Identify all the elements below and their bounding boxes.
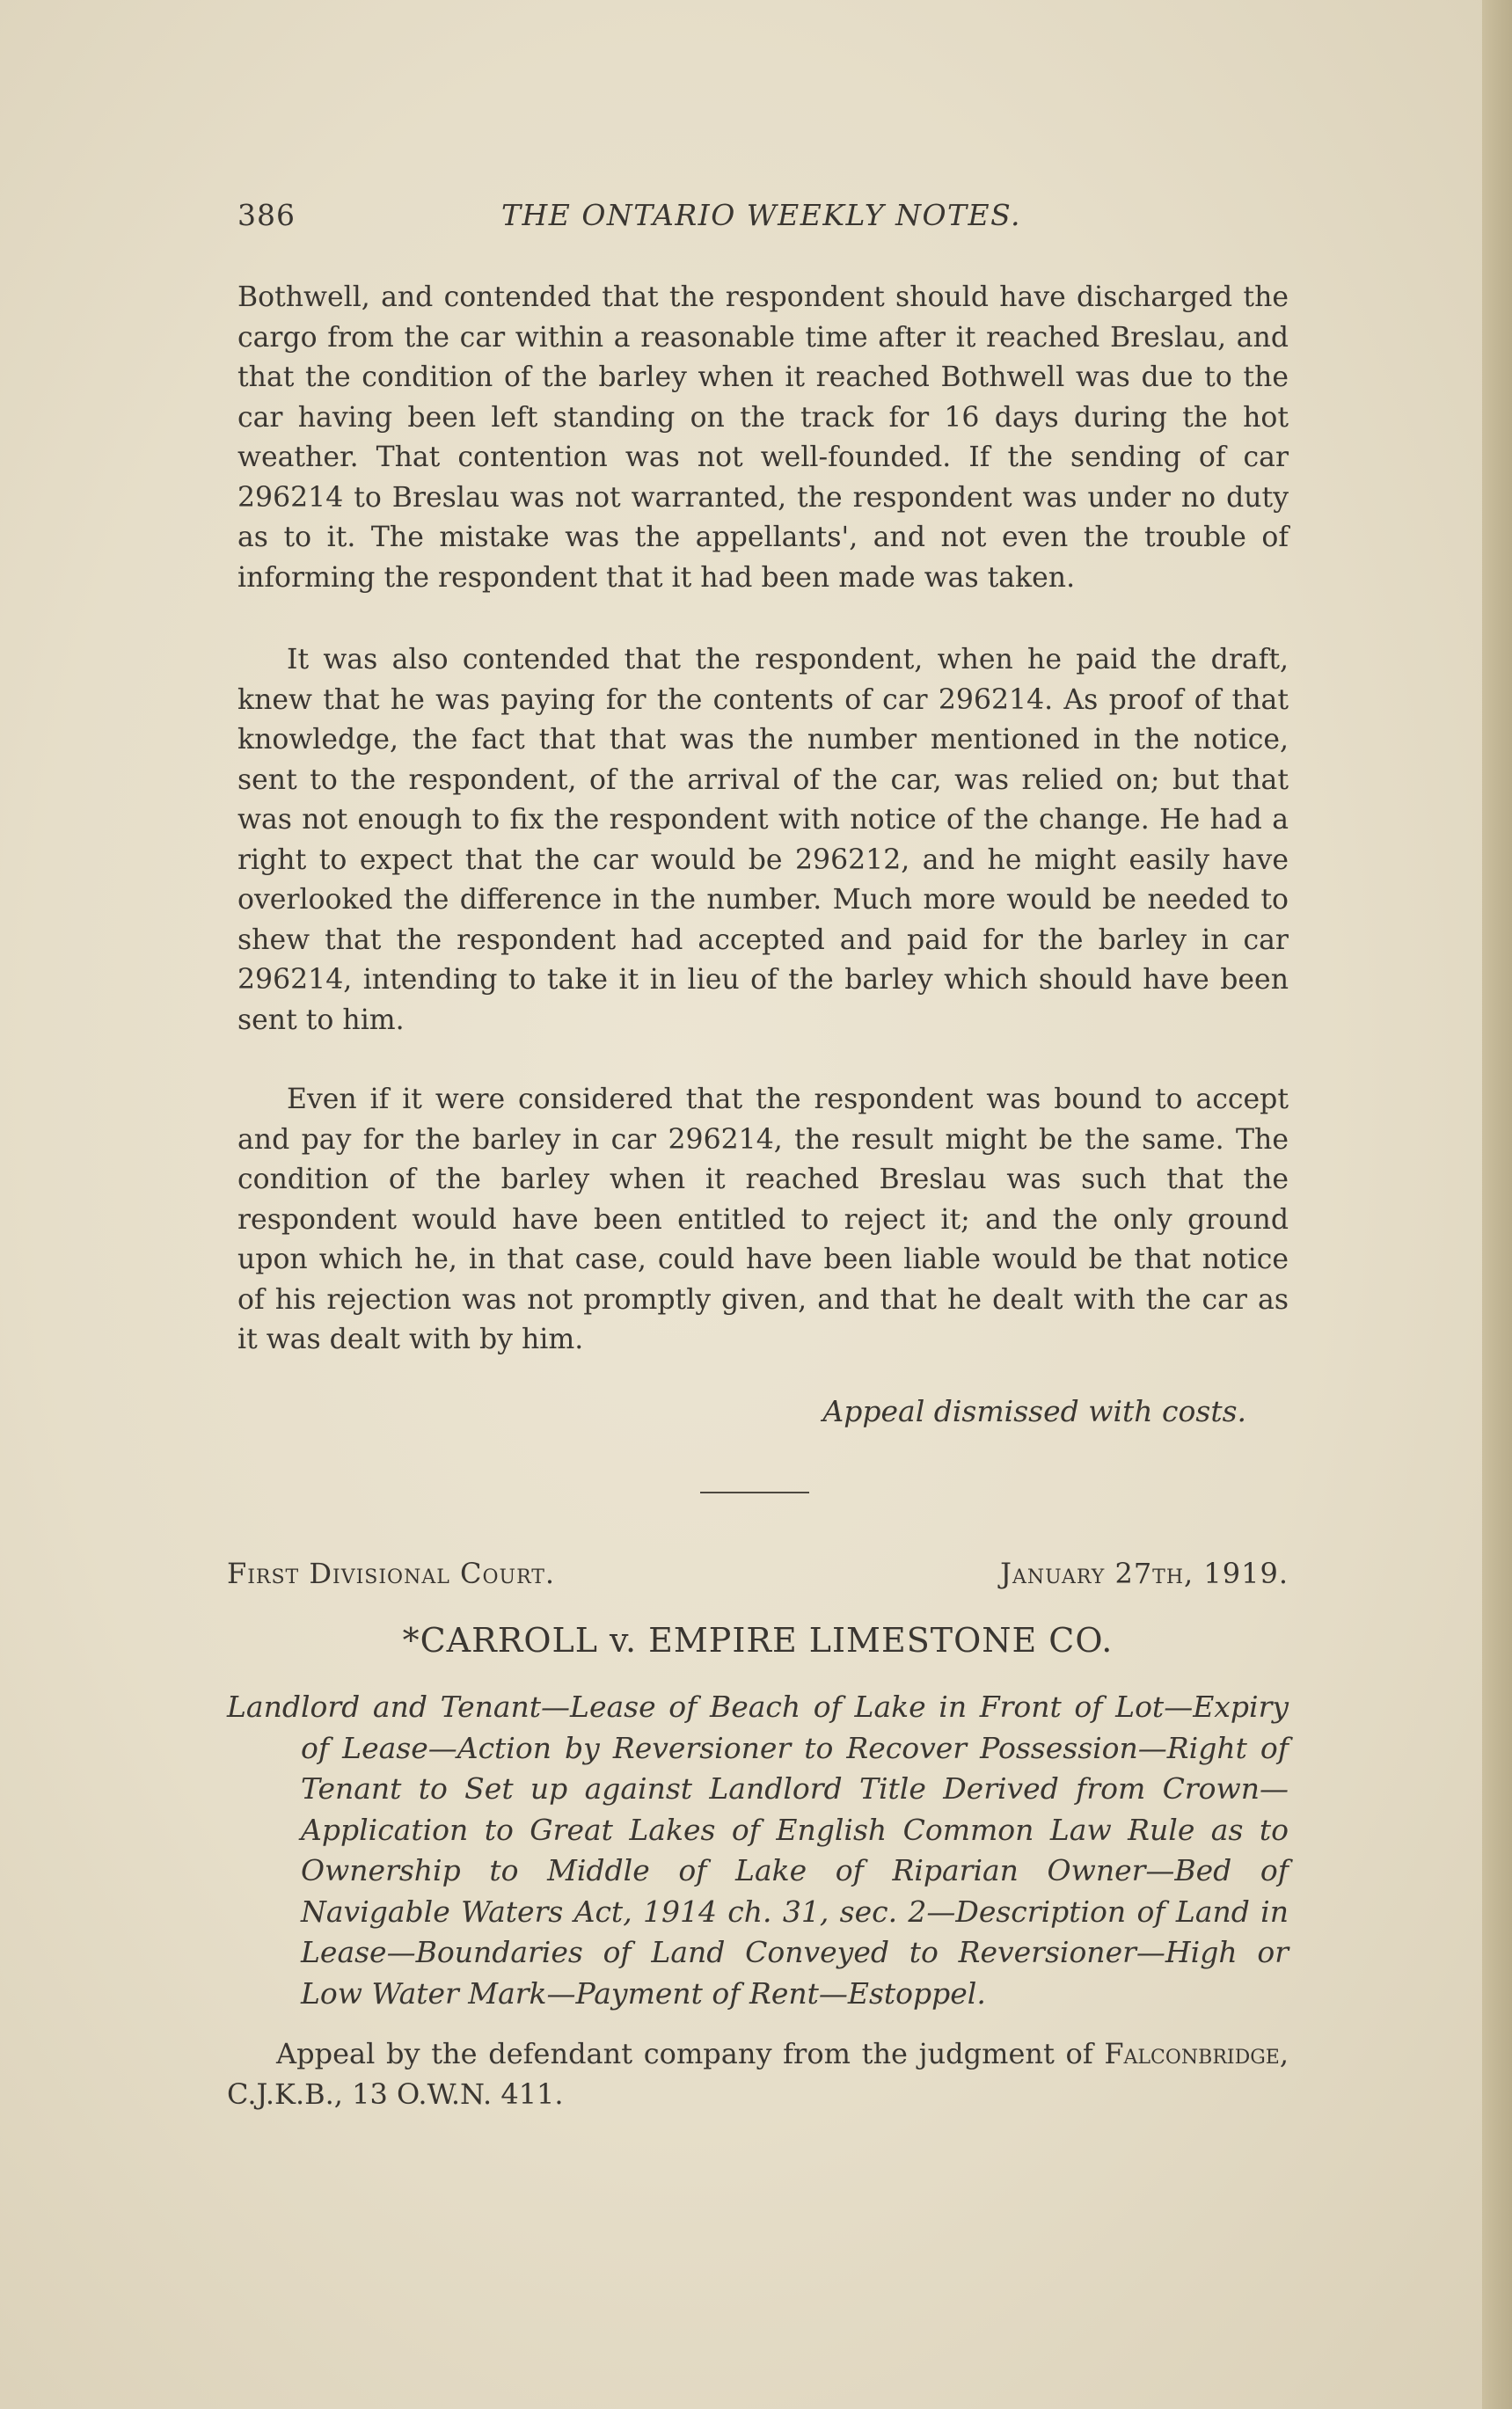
citation: , C.J.K.B., 13 O.W.N. 411. [227,2037,1289,2111]
appeal-paragraph [227,2033,1289,2114]
body-paragraph-2: It was also contended that the respondent, when he paid the draft, knew that he was paying for the contents of car 296214. As proof of that knowledge, the fact that that was the number mentioned in the notice, sent to the respondent, of the arrival of the car, was relied on; but that was not enough to fix the respondent with notice of the change. He had a right to expect that the car would be 296212, and he might easily have overlooked the difference in the number. Much more would be needed to shew that the respondent had accepted and paid for the barley in car 296214, intending to take it in lieu of the barley which should have been sent to him. [237,644,1289,1036]
body-paragraph-3: Even if it were considered that the respondent was bound to accept and pay for the barley in car 296214, the result might be the same. The condition of the barley when it reached Breslau was such that the respondent would have been entitled to reject it; and the only ground upon which he, in that case, could have been liable would be that notice of his rejection was not promptly given, and that he dealt with the car as it was dealt with by him. [237,1084,1289,1355]
disposition: Appeal dismissed with costs. [822,1394,1246,1428]
appeal-intro: Appeal by the defendant company from the judgment of [276,2037,1093,2070]
page-header [237,198,1289,251]
running-head: THE ONTARIO WEEKLY NOTES. [501,198,1022,232]
page-number: 386 [237,198,296,232]
case-title: *CARROLL v. EMPIRE LIMESTONE CO. [402,1621,1114,1660]
body-paragraph-1: Bothwell, and contended that the respondent should have discharged the cargo from the car within a reasonable time after it reached Breslau, and that the condition of the barley when it reached Bothwell was due to the car having been left standing on the track for 16 days during the hot weather. That contention was not well-founded. If the sending of car 296214 to Breslau was not warranted, the respondent was under no duty as to it. The mistake was the appellants', and not even the trouble of informing the respondent that it had been made was taken. [237,281,1289,594]
section-divider [700,1492,809,1493]
headnote: Landlord and Tenant—Lease of Beach of Lake in Front of Lot—Expiry of Lease—Action by Reversioner to Recover Possession—Right of Tenant to Set up against Landlord Title Derived from Crown—Application to Great Lakes of English Common Law Rule as to Ownership to Middle of Lake of Riparian Owner—Bed of Navigable Waters Act, 1914 ch. 31, sec. 2—Description of Land in Lease—Boundaries of Land Conveyed to Reversioner—High or Low Water Mark—Payment of Rent—Estoppel. [227,1690,1289,2011]
judgment-date: January 27th, 1919. [1000,1557,1289,1590]
page-edge [1482,0,1512,2409]
judge-name: Falconbridge [1104,2037,1280,2070]
court-name: First Divisional Court. [227,1557,556,1590]
